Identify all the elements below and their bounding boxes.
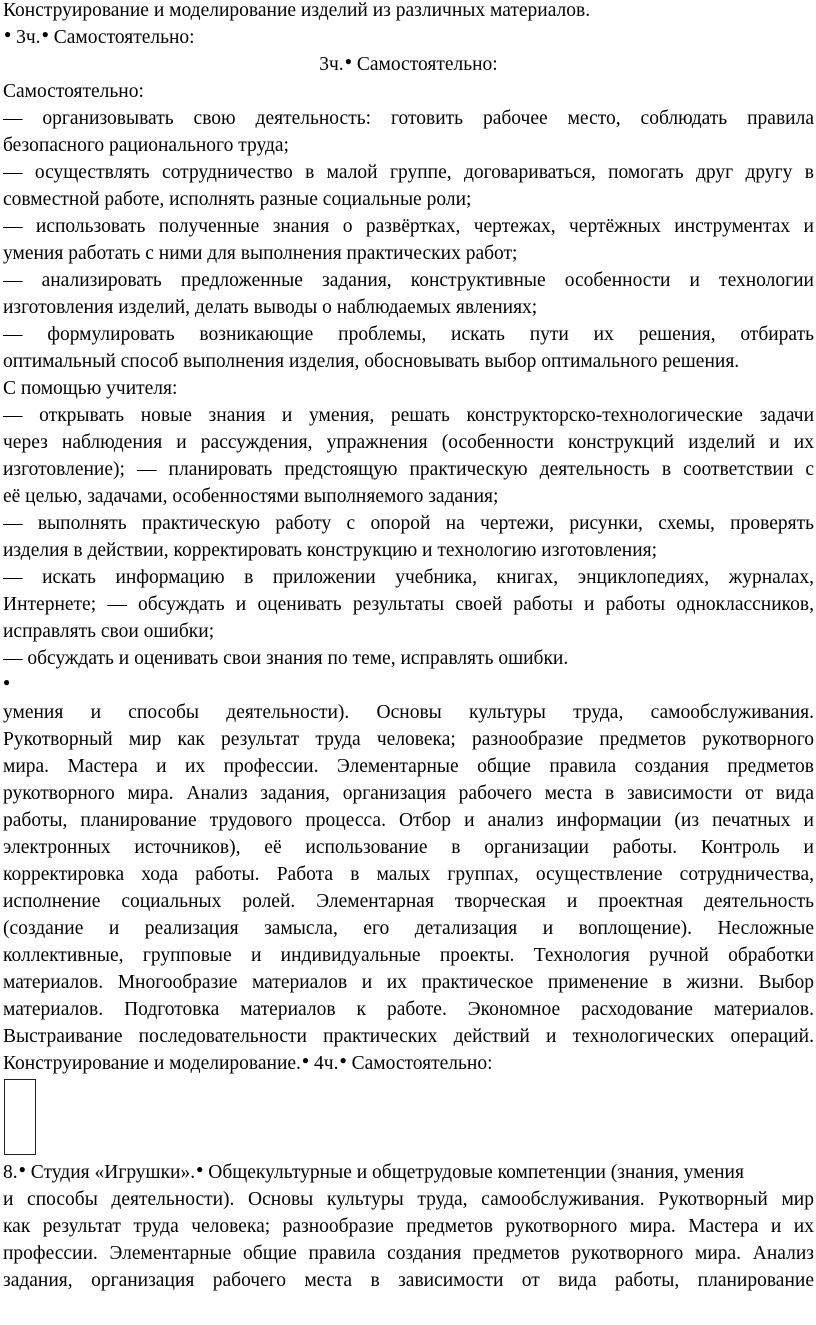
independent-heading: Самостоятельно: — [3, 81, 144, 102]
text-line: её целью, задачами, особенностями выполняемого задания; — [3, 486, 499, 507]
text-line: — осуществлять сотрудничество в малой группе, договариваться, помогать друг другу в — [3, 162, 814, 183]
bullet-icon: ● — [196, 1162, 204, 1176]
text-line: исполнение социальных ролей. Элементарная творческая и проектная деятельность — [3, 891, 814, 912]
content-last-line — [3, 1050, 814, 1077]
text-line: умения и способы деятельности). Основы культуры труда, самообслуживания. — [3, 702, 814, 723]
text-line: совместной работе, исполнять разные социальные роли; — [3, 189, 472, 210]
text-line: оптимальный способ выполнения изделия, обосновывать выбор оптимального решения. — [3, 351, 740, 372]
hours-value: 4ч. — [309, 1053, 339, 1074]
text-line: работы, планирование трудового процесса. Отбор и анализ информации (из печатных и — [3, 810, 814, 831]
section-8-heading — [3, 1159, 814, 1186]
hours-value: 3ч. — [319, 54, 344, 75]
mode-label: Самостоятельно: — [346, 1053, 493, 1074]
hours-line — [3, 24, 814, 51]
text-line: — обсуждать и оценивать свои знания по теме, исправлять ошибки. — [3, 648, 569, 669]
text-line: — формулировать возникающие проблемы, искать пути их решения, отбирать — [3, 324, 814, 345]
mode-label: Самостоятельно: — [351, 54, 498, 75]
text-line: изготовление); — планировать предстоящую практическую деятельность в соответствии с — [3, 459, 814, 480]
text-line: безопасного рационального труда; — [3, 135, 289, 156]
hours-value: 3ч. — [11, 27, 41, 48]
text-line: умения работать с ними для выполнения практических работ; — [3, 243, 518, 264]
bullet-icon: ● — [4, 27, 12, 41]
bullet-icon: ● — [41, 27, 49, 41]
section-title: Конструирование и моделирование изделий из различных материалов. — [3, 0, 591, 21]
text-line: — открывать новые знания и умения, решать конструкторско-технологические задачи — [3, 405, 814, 426]
document-page — [3, 0, 814, 1294]
empty-table-cell — [4, 1079, 36, 1155]
text-line: материалов. Подготовка материалов к работе. Экономное расходование материалов. — [3, 999, 814, 1020]
text-line: — анализировать предложенные задания, конструктивные особенности и технологии — [3, 270, 814, 291]
text-line: коллективные, групповые и индивидуальные проекты. Технология ручной обработки — [3, 945, 814, 966]
text-line: материалов. Многообразие материалов и их практическое применение в жизни. Выбор — [3, 972, 814, 993]
text-line: задания, организация рабочего места в зависимости от вида работы, планирование — [3, 1270, 814, 1291]
content-last-text: Конструирование и моделирование. — [3, 1053, 301, 1074]
text-line: Рукотворный мир как результат труда человека; разнообразие предметов рукотворного — [3, 729, 814, 750]
text-line: Выстраивание последовательности практических действий и технологических операций. — [3, 1026, 814, 1047]
teacher-heading: С помощью учителя: — [3, 378, 178, 399]
mode-label: Самостоятельно: — [48, 27, 195, 48]
text-line: исправлять свои ошибки; — [3, 621, 215, 642]
bullet-icon: ● — [339, 1053, 347, 1067]
text-line: (создание и реализация замысла, его детализация и воплощение). Несложные — [3, 918, 814, 939]
text-line: изготовления изделий, делать выводы о наблюдаемых явлениях; — [3, 297, 538, 318]
text-line: — искать информацию в приложении учебника, книгах, энциклопедиях, журналах, — [3, 567, 814, 588]
text-line: корректировка хода работы. Работа в малых группах, осуществление сотрудничества, — [3, 864, 814, 885]
text-line: электронных источников), её использование в организации работы. Контроль и — [3, 837, 814, 858]
section-title: Студия «Игрушки». — [25, 1162, 196, 1183]
text-line: изделия в действии, корректировать конструкцию и технологию изготовления; — [3, 540, 658, 561]
text-line: — использовать полученные знания о развёртках, чертежах, чертёжных инструментах и — [3, 216, 814, 237]
bullet-icon: ● — [3, 675, 11, 689]
hours-line-centered — [3, 51, 814, 78]
bullet-icon: ● — [301, 1053, 310, 1067]
text-line: — выполнять практическую работу с опорой на чертежи, рисунки, схемы, проверять — [3, 513, 814, 534]
text-line: Интернете; — обсуждать и оценивать результаты своей работы и работы одноклассников, — [3, 594, 814, 615]
text-line: профессии. Элементарные общие правила создания предметов рукотворного мира. Анализ — [3, 1243, 814, 1264]
text-line: рукотворного мира. Анализ задания, организация рабочего места в зависимости от вида — [3, 783, 814, 804]
bullet-icon: ● — [18, 1162, 26, 1176]
bullet-icon: ● — [344, 54, 352, 68]
text-line: мира. Мастера и их профессии. Элементарные общие правила создания предметов — [3, 756, 814, 777]
bullet-line — [3, 672, 814, 699]
text-line: и способы деятельности). Основы культуры труда, самообслуживания. Рукотворный мир — [3, 1189, 814, 1210]
section-intro: Общекультурные и общетрудовые компетенции (знания, умения — [203, 1162, 744, 1183]
text-line: как результат труда человека; разнообразие предметов рукотворного мира. Мастера и их — [3, 1216, 814, 1237]
text-line: — организовывать свою деятельность: готовить рабочее место, соблюдать правила — [3, 108, 814, 129]
text-line: через наблюдения и рассуждения, упражнения (особенности конструкций изделий и их — [3, 432, 814, 453]
section-number: 8. — [3, 1162, 18, 1183]
